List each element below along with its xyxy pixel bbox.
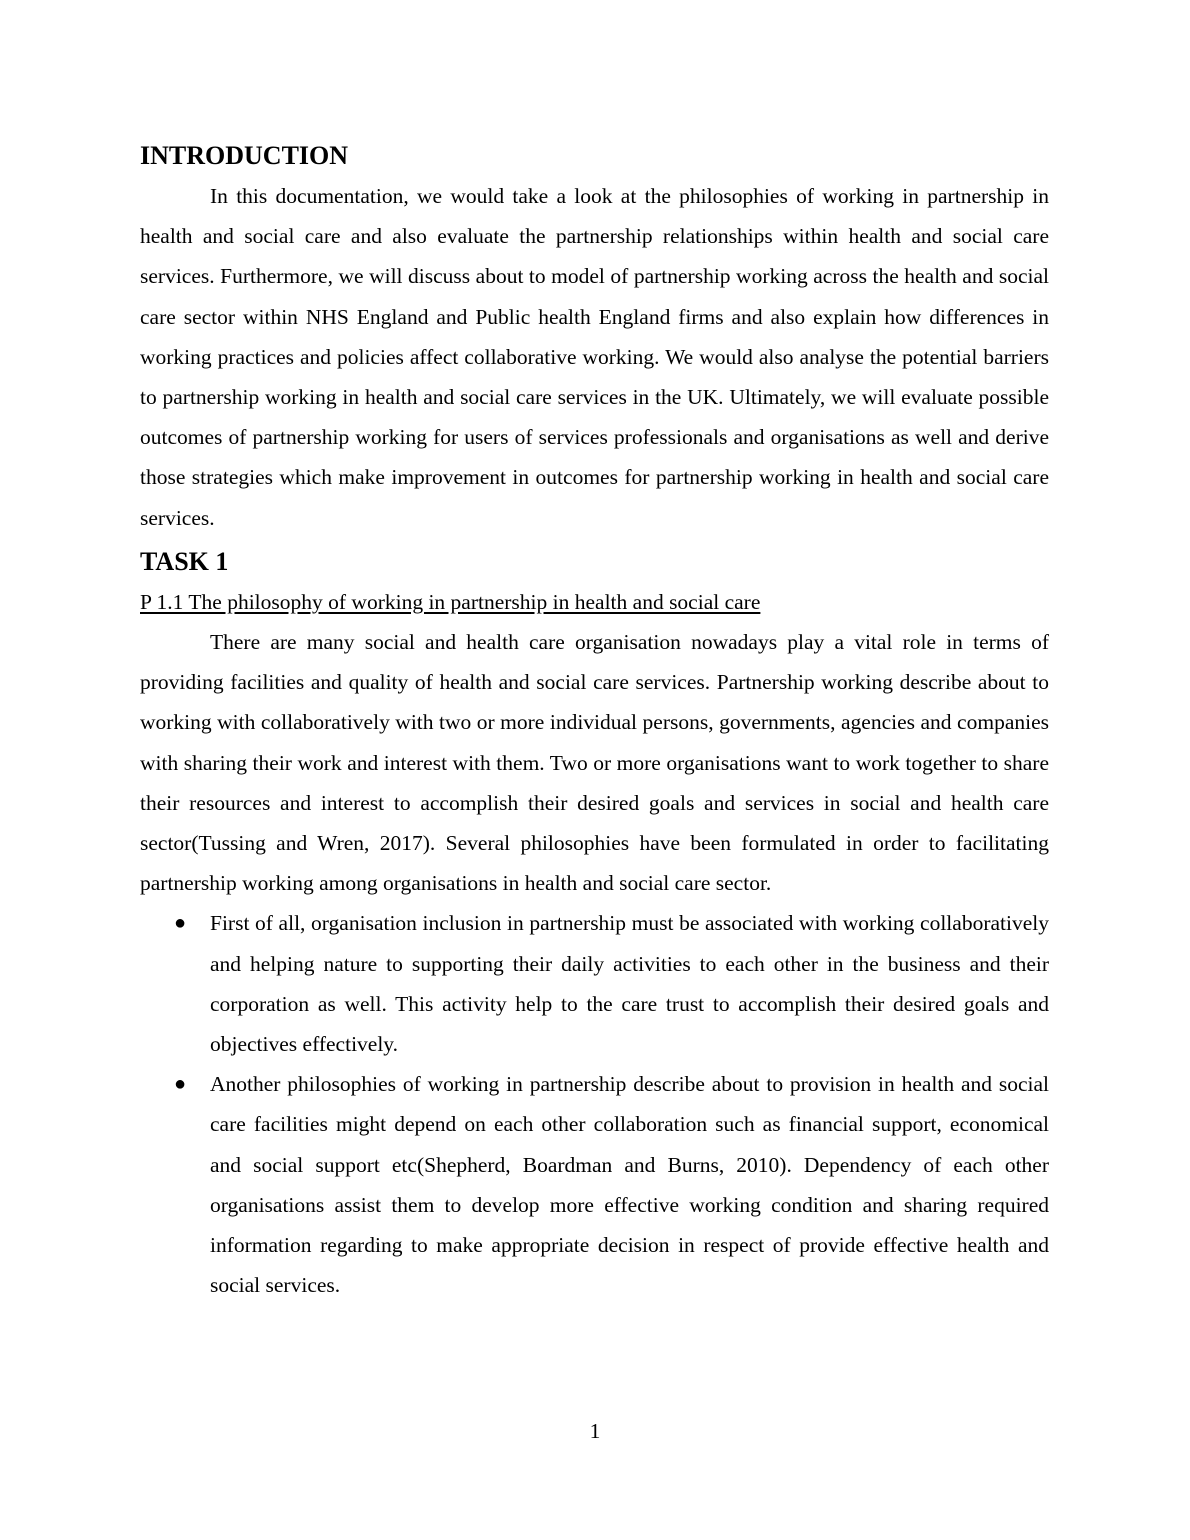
task-1-paragraph: There are many social and health care organisation nowadays play a vital role in terms of providing facilities and quality of health and social care services. Partnership working describe about to working with collaboratively with two or more individual persons, governments, agencies and companies with sharing their work and interest with them. Two or more organisations want to work together to share their resources and interest to accomplish their desired goals and services in social and health care sector(Tussing and Wren, 2017). Several philosophies have been formulated in order to facilitating partnership working among organisations in health and social care sector. [140, 630, 1049, 896]
list-item-text: Another philosophies of working in partnership describe about to provision in health and social care facilities might depend on each other collaboration such as financial support, economical and social support etc(Shepherd, Boardman and Burns, 2010). Dependency of each other organisations assist them to develop more effective working condition and sharing required information regarding to make appropriate decision in respect of provide effective health and social services. [210, 1072, 1049, 1298]
introduction-heading: INTRODUCTION [140, 141, 349, 170]
section-p1-1-subheading: P 1.1 The philosophy of working in partnership in health and social care [140, 589, 761, 614]
list-item [140, 903, 1049, 1064]
bullet-icon: ● [174, 1073, 187, 1096]
task-1-heading: TASK 1 [140, 546, 229, 576]
page-number: 1 [589, 1419, 601, 1443]
list-item [140, 1064, 1049, 1305]
bullet-icon: ● [174, 912, 187, 935]
list-item-text: First of all, organisation inclusion in partnership must be associated with working collaboratively and helping nature to supporting their daily activities to each other in the business and their corporation as well. This activity help to the care trust to accomplish their desired goals and objectives effectively. [210, 911, 1049, 1057]
philosophy-bullet-list [140, 903, 1049, 1305]
introduction-paragraph: In this documentation, we would take a look at the philosophies of working in partnership in health and social care and also evaluate the partnership relationships within health and social care services. Furthermore, we will discuss about to model of partnership working across the health and social care sector within NHS England and Public health England firms and also explain how differences in working practices and policies affect collaborative working. We would also analyse the potential barriers to partnership working in health and social care services in the UK. Ultimately, we will evaluate possible outcomes of partnership working for users of services professionals and organisations as well and derive those strategies which make improvement in outcomes for partnership working in health and social care services. [140, 184, 1049, 530]
page-content [140, 136, 1049, 1305]
